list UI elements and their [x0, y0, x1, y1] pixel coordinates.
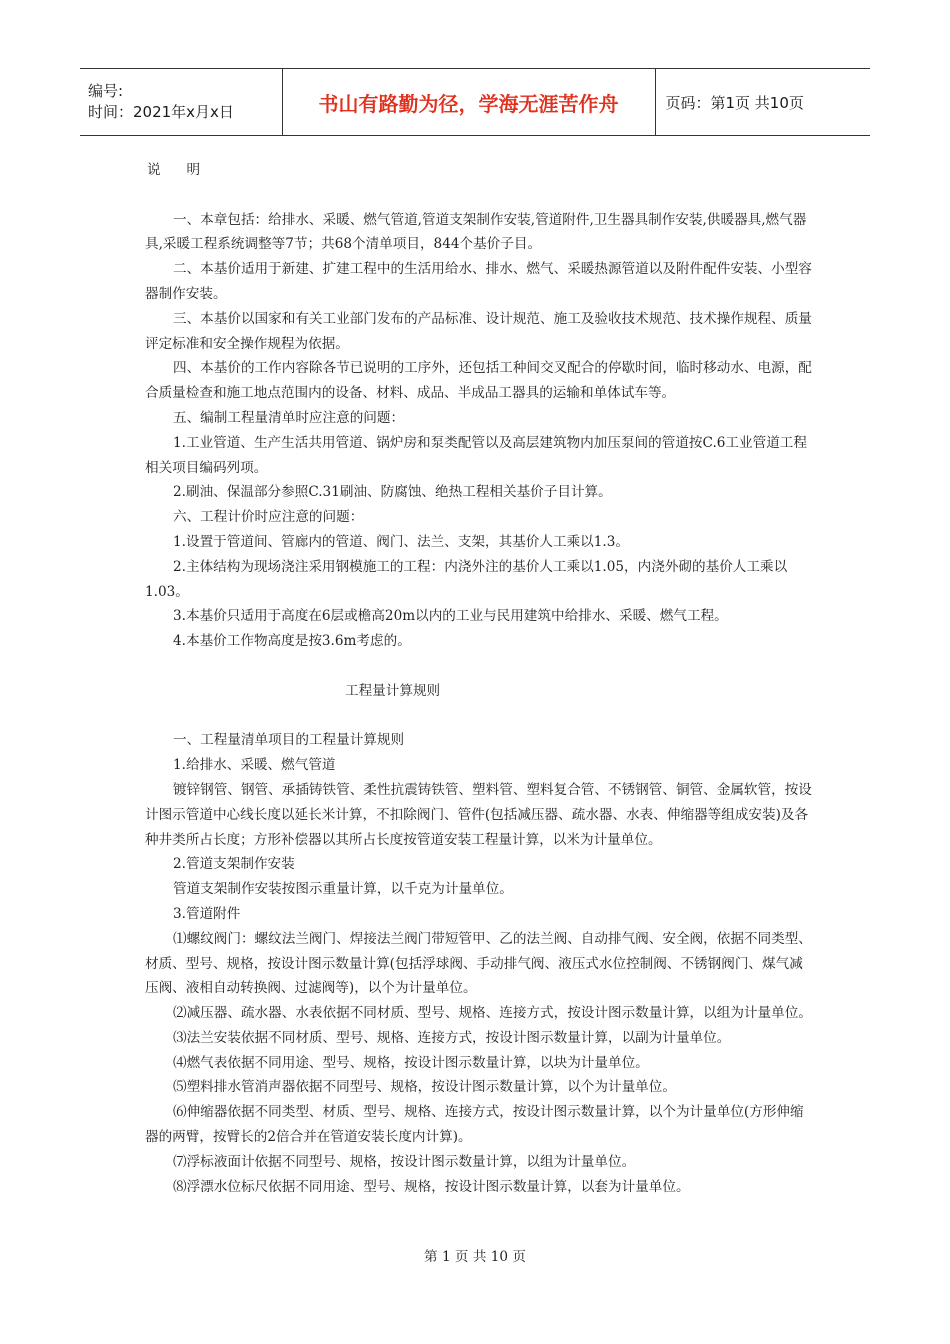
document-number-label: 编号: [88, 82, 124, 100]
paragraph: ⑴螺纹阀门：螺纹法兰阀门、焊接法兰阀门带短管甲、乙的法兰阀、自动排气阀、安全阀，依据不同类型、材质、型号、规格，按设计图示数量计算(包括浮球阀、手动排气阀、液压式水位控制阀、不锈钢阀门、煤气减压阀、液相自动转换阀、过滤阀等)，以个为计量单位。 [145, 930, 812, 997]
paragraph: ⑺浮标液面计依据不同型号、规格，按设计图示数量计算，以组为计量单位。 [173, 1153, 636, 1170]
page-header [80, 68, 870, 136]
paragraph: ⑹伸缩器依据不同类型、材质、型号、规格、连接方式，按设计图示数量计算，以个为计量单位(方形伸缩器的两臂，按臂长的2倍合并在管道安装长度内计算)。 [145, 1104, 804, 1146]
paragraph: 3.管道附件 [173, 905, 241, 922]
header-motto-cell [282, 69, 655, 136]
paragraph: 一、本章包括：给排水、采暖、燃气管道,管道支架制作安装,管道附件,卫生器具制作安装,供暖器具,燃气器具,采暖工程系统调整等7节；共68个清单项目，844个基价子目。 [145, 211, 807, 253]
paragraph: 四、本基价的工作内容除各节已说明的工序外，还包括工种间交叉配合的停歇时间，临时移动水、电源，配合质量检查和施工地点范围内的设备、材料、成品、半成品工器具的运输和单体试车等。 [145, 360, 812, 402]
paragraph: 3.本基价只适用于高度在6层或檐高20m以内的工业与民用建筑中给排水、采暖、燃气工程。 [173, 608, 728, 625]
paragraph: 二、本基价适用于新建、扩建工程中的生活用给水、排水、燃气、采暖热源管道以及附件配件安装、小型容器制作安装。 [145, 261, 812, 302]
paragraph: 2.刷油、保温部分参照C.31刷油、防腐蚀、绝热工程相关基价子目计算。 [173, 484, 612, 501]
paragraph: 2.管道支架制作安装 [173, 856, 295, 873]
header-meta [80, 69, 282, 136]
paragraph: 三、本基价以国家和有关工业部门发布的产品标准、设计规范、施工及验收技术规范、技术操作规程、质量评定标准和安全操作规程为依据。 [145, 310, 812, 352]
paragraph: 六、工程计价时应注意的问题： [173, 509, 364, 526]
header-motto: 书山有路勤为径，学海无涯苦作舟 [318, 91, 619, 116]
paragraph: 1.给排水、采暖、燃气管道 [173, 757, 336, 774]
paragraph: 五、编制工程量清单时应注意的问题： [173, 409, 405, 426]
section-title-rules: 工程量计算规则 [345, 682, 441, 699]
paragraph: ⑵减压器、疏水器、水表依据不同材质、型号、规格、连接方式，按设计图示数量计算，以组为计量单位。 [173, 1005, 812, 1022]
paragraph: 1.设置于管道间、管廊内的管道、阀门、法兰、支架，其基价人工乘以1.3。 [173, 533, 629, 550]
paragraph: 2.主体结构为现场浇注采用钢模施工的工程：内浇外注的基价人工乘以1.05，内浇外砌的基价人工乘以1.03。 [145, 558, 788, 600]
paragraph: 1.工业管道、生产生活共用管道、锅炉房和泵类配管以及高层建筑物内加压泵间的管道按C.6工业管道工程相关项目编码列项。 [145, 434, 807, 476]
paragraph: ⑷燃气表依据不同用途、型号、规格，按设计图示数量计算，以块为计量单位。 [173, 1054, 649, 1071]
paragraph: ⑸塑料排水管消声器依据不同型号、规格，按设计图示数量计算，以个为计量单位。 [173, 1079, 676, 1096]
document-body [145, 158, 815, 1199]
document-date-label: 时间：2021年x月x日 [88, 103, 234, 121]
paragraph: 一、工程量清单项目的工程量计算规则 [173, 732, 405, 749]
paragraph: 镀锌钢管、钢管、承插铸铁管、柔性抗震铸铁管、塑料管、塑料复合管、不锈钢管、铜管、金属软管，按设计图示管道中心线长度以延长米计算，不扣除阀门、管件(包括减压器、疏水器、水表、伸缩器等组成安装)及各种井类所占长度；方形补偿器以其所占长度按管道安装工程量计算，以米为计量单位。 [145, 781, 812, 848]
paragraph: ⑶法兰安装依据不同材质、型号、规格、连接方式，按设计图示数量计算，以副为计量单位。 [173, 1029, 731, 1046]
page-footer [0, 1245, 950, 1265]
footer-page-number: 第 1 页 共 10 页 [424, 1249, 526, 1265]
section-title-notes: 说 明 [147, 162, 201, 178]
paragraph: 4.本基价工作物高度是按3.6m考虑的。 [173, 633, 411, 650]
paragraph: ⑻浮漂水位标尺依据不同用途、型号、规格，按设计图示数量计算，以套为计量单位。 [173, 1178, 690, 1195]
header-page-number: 页码：第1页 共10页 [655, 69, 870, 136]
paragraph: 管道支架制作安装按图示重量计算，以千克为计量单位。 [173, 881, 513, 898]
